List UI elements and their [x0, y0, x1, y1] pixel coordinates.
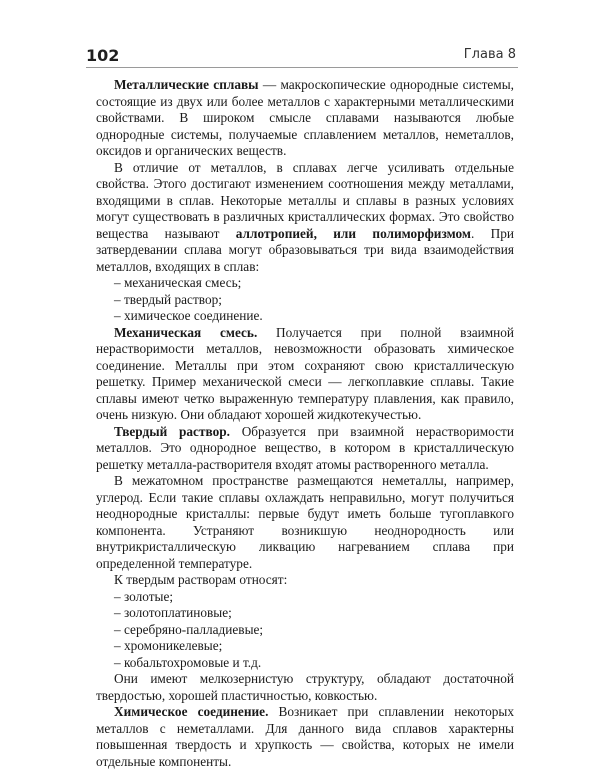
list-item: – золотоплатиновые; — [114, 605, 232, 620]
chapter-title: Глава 8 — [463, 47, 516, 62]
list-item: – химическое соединение. — [114, 308, 263, 323]
page-number: 102 — [86, 46, 120, 65]
page-header — [86, 44, 516, 66]
paragraph-structure: Они имеют мелкозернистую структуру, обладают достаточной твердостью, хорошей пластичностью, ковкостью. — [96, 671, 514, 703]
paragraph-solid-solution — [96, 424, 514, 474]
term-chemical-compound: Химическое соединение. — [114, 704, 269, 719]
paragraph-solid-solutions-intro: К твердым растворам относят: — [114, 572, 288, 587]
list-item: – золотые; — [114, 588, 174, 604]
term-solid-solution: Твердый раствор. — [114, 423, 230, 439]
term-mechanical-mixture: Механическая смесь. — [114, 324, 258, 340]
paragraph-text: Возникает при сплавлении некоторых металлов с неметаллами. Для данного вида сплавов характерны повышенная твердость и хрупкость — свойства, которых не имели отдельные компоненты. — [96, 704, 514, 769]
paragraph-interatomic: В межатомном пространстве размещаются неметаллы, например, углерод. Если такие сплавы охлаждать неправильно, могут получиться неоднородные кристаллы: первые будут иметь больше тугоплавкого компонента. Устраняют возникшую неоднородность или внутрикристаллическую ликвацию нагреванием сплава при определенной температуре. — [96, 473, 514, 571]
body-text — [96, 77, 514, 770]
paragraph-text: Образуется при взаимной нерастворимости металлов. Это однородное вещество, в котором в кристаллическую решетку металла-растворителя входят атомы растворенного металла. — [96, 423, 514, 472]
list-item: – кобальтохромовые и т.д. — [114, 654, 262, 670]
term-metal-alloys: Металлические сплавы — [114, 77, 259, 92]
list-item: – твердый раствор; — [114, 291, 222, 307]
paragraph-text: Получается при полной взаимной нерастворимости металлов, невозможности образовать химическое соединение. Металлы при этом сохраняют свою кристаллическую решетку. Пример механической смеси — легкоплавкие сплавы. Такие сплавы имеют четко выраженную температуру плавления, как правило, очень низкую. Они обладают хорошей жидкотекучестью. — [96, 324, 515, 422]
list-item: – хромоникелевые; — [114, 638, 223, 653]
list-item: – серебряно-палладиевые; — [114, 621, 264, 637]
paragraph-allotropy — [96, 160, 514, 276]
paragraph-metal-alloys — [96, 77, 514, 160]
list-item: – механическая смесь; — [114, 275, 242, 290]
paragraph-chemical-compound — [96, 704, 514, 770]
paragraph-text: . При затвердевании сплава могут образовываться три вида взаимодействия металлов, входящих в сплав: — [96, 225, 515, 274]
paragraph-text: В отличие от металлов, в сплавах легче усиливать отдельные свойства. Этого достигают изменением соотношения между металлами, входящими в сплав. Некоторые металлы и сплавы в разных условиях могут существовать в различных кристаллических формах. Это свойство вещества называют — [96, 159, 514, 241]
paragraph-mechanical-mixture — [96, 325, 514, 424]
header-rule — [86, 67, 518, 68]
term-allotropy: аллотропией, или полиморфизмом — [235, 225, 471, 241]
paragraph-text: — макроскопические однородные системы, состоящие из двух или более металлов с характерными металлическими свойствами. В широком смысле сплавами называются любые однородные системы, получаемые сплавлением металлов, неметаллов, оксидов и органических веществ. — [96, 77, 514, 158]
